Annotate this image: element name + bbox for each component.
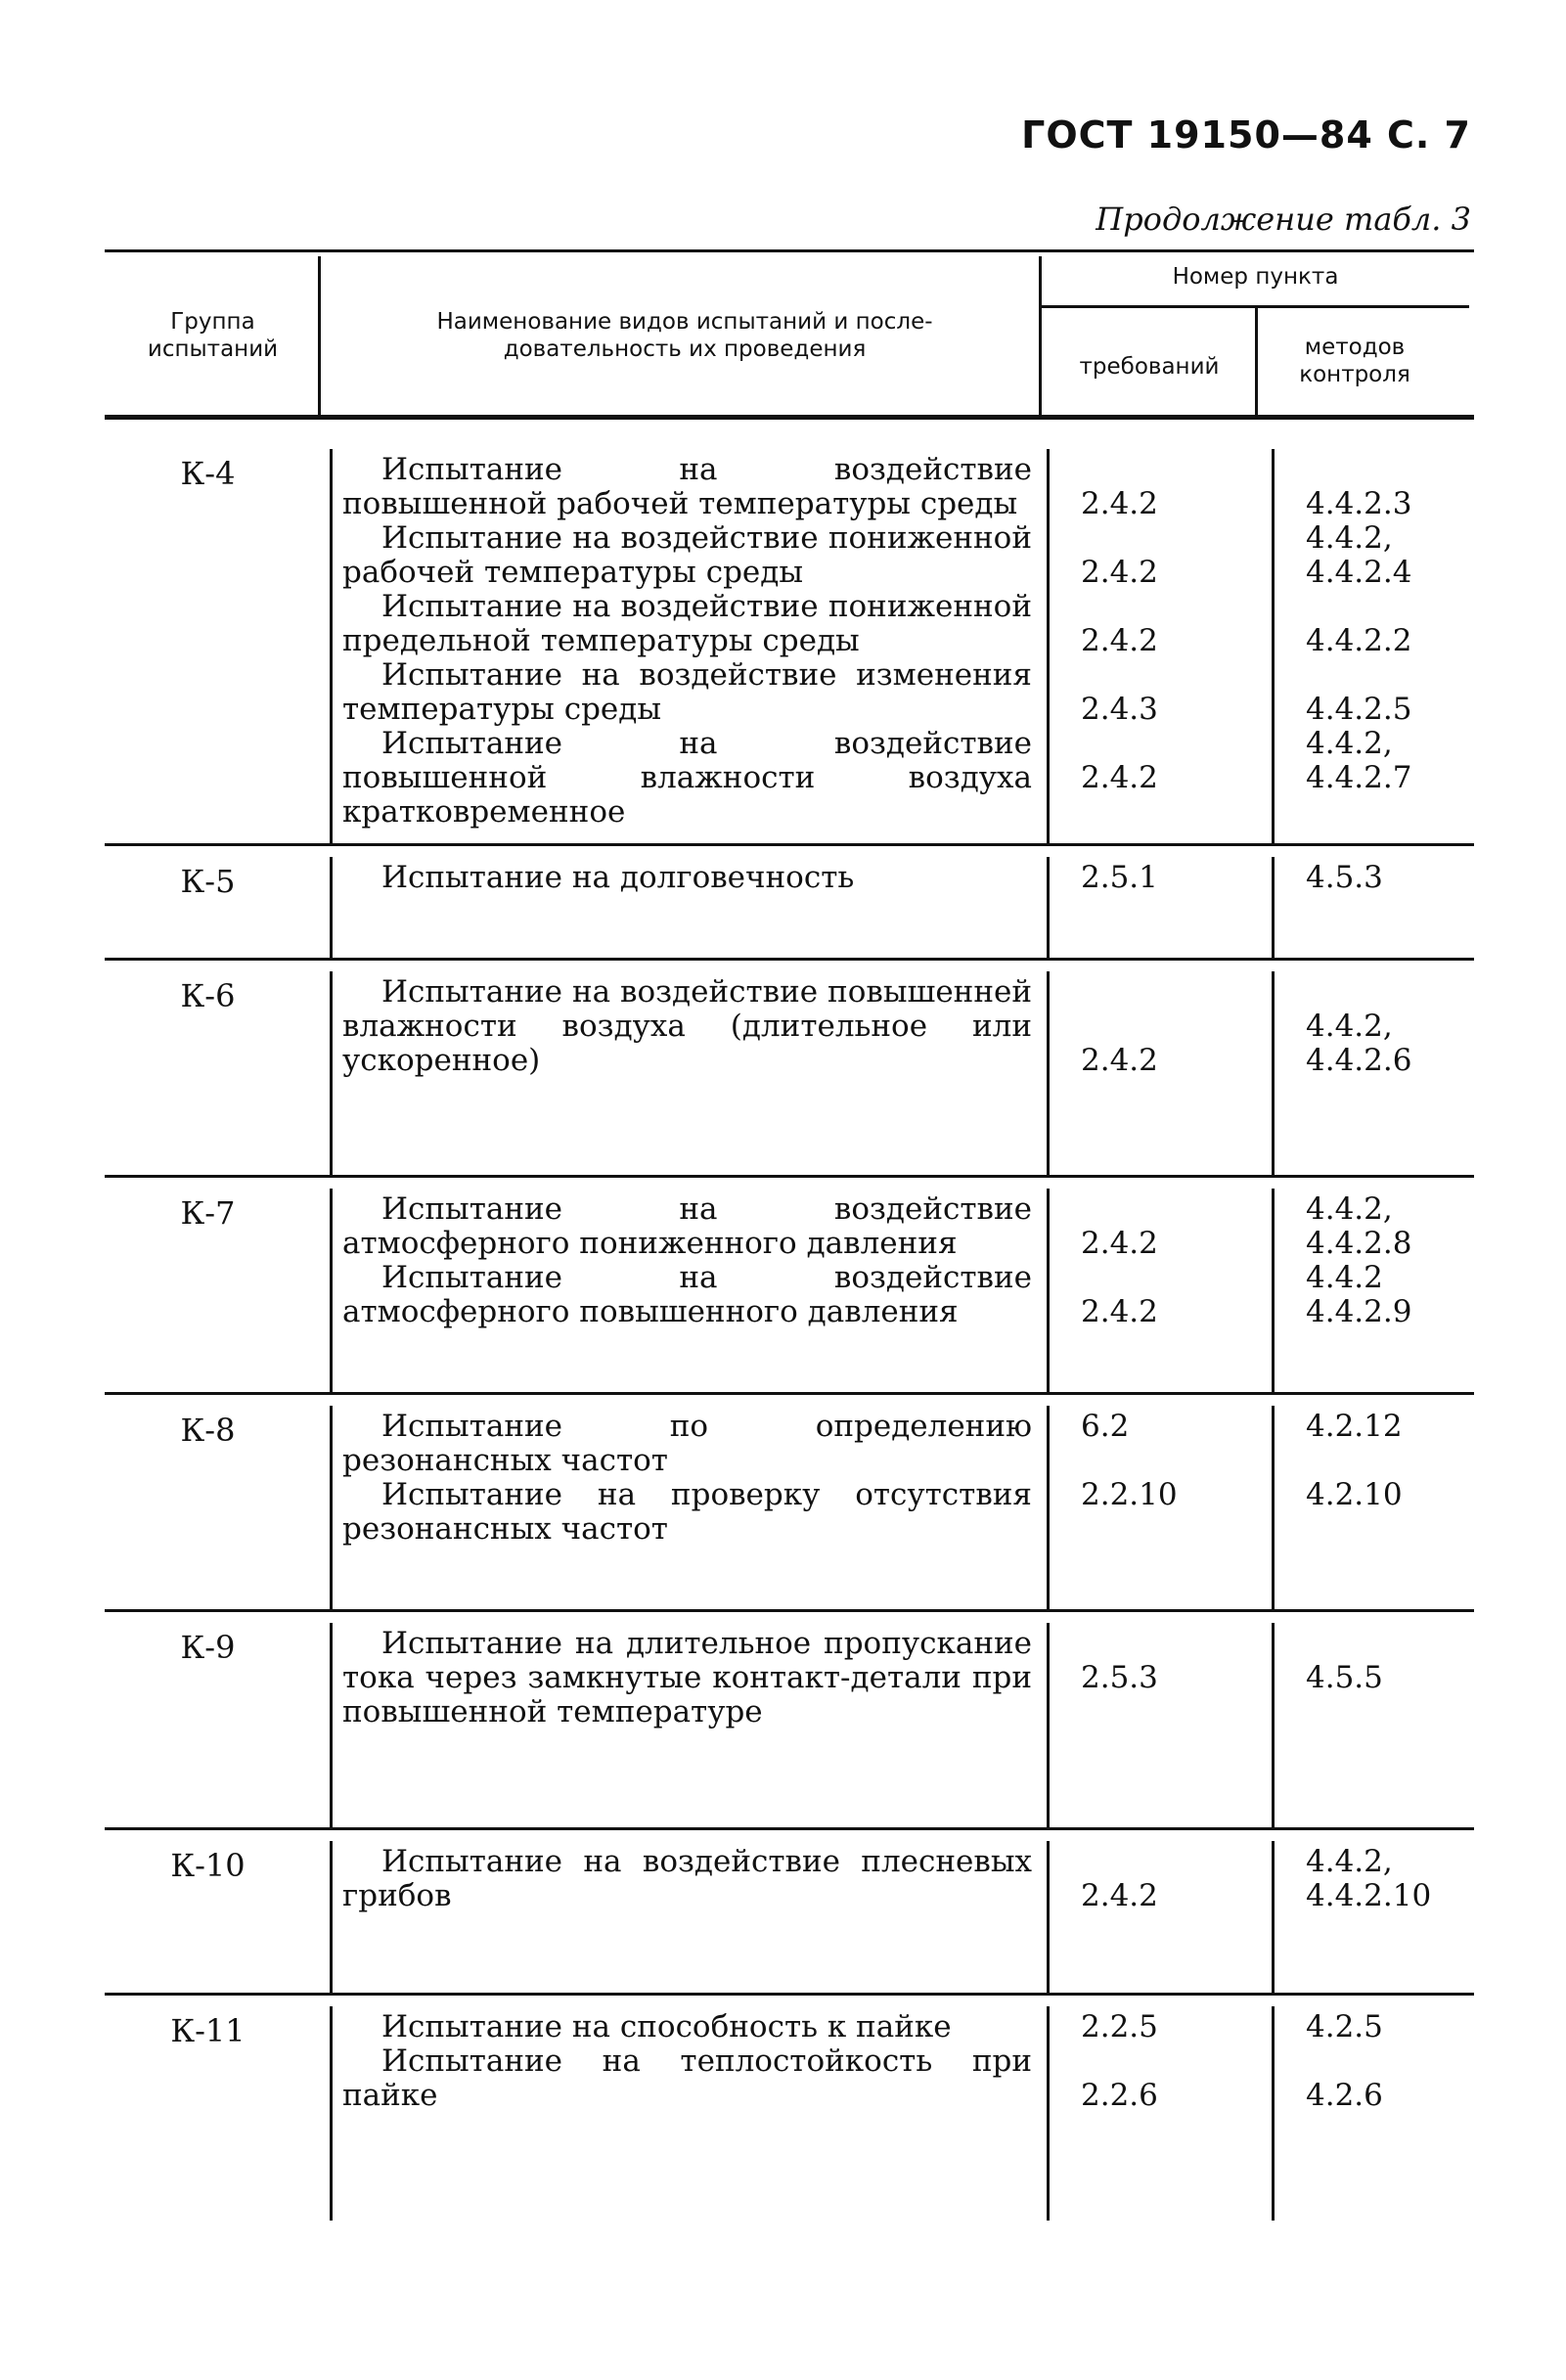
test-description: Испытание на воздействие плесневых грибов (342, 1844, 1032, 1913)
row-vline-2 (1047, 857, 1050, 961)
page-header: ГОСТ 19150—84 С. 7 (1021, 113, 1471, 157)
control-method-clause: 4.4.2.4 (1306, 555, 1412, 590)
header-requirements: требований (1079, 354, 1220, 380)
row-separator (105, 843, 1474, 846)
control-method-clause: 4.4.2.3 (1306, 486, 1412, 521)
header-methods: методов контроля (1299, 335, 1410, 387)
requirement-clause: 2.4.2 (1081, 760, 1158, 795)
control-method-clause: 4.2.5 (1306, 2009, 1383, 2044)
test-description: Испытание на долговечность (381, 860, 855, 895)
test-description: Испытание на длительное пропускание тока через замкнутые контакт-детали при повышенной температуре (342, 1626, 1032, 1729)
control-method-clause: 4.4.2, (1306, 1844, 1393, 1879)
requirement-clause: 2.4.2 (1081, 1294, 1158, 1329)
control-method-clause: 4.4.2.6 (1306, 1043, 1412, 1078)
control-method-clause: 4.4.2.10 (1306, 1878, 1432, 1913)
control-method-clause: 4.2.12 (1306, 1409, 1403, 1444)
row-vline-1 (330, 1406, 333, 1612)
test-group-label: К-6 (180, 977, 236, 1014)
row-vline-1 (330, 1841, 333, 1996)
row-separator (105, 1827, 1474, 1830)
requirement-clause: 2.4.3 (1081, 692, 1158, 727)
row-vline-3 (1272, 971, 1275, 1178)
test-group-label: К-9 (180, 1629, 236, 1666)
control-method-clause: 4.2.6 (1306, 2078, 1383, 2113)
requirement-clause: 2.4.2 (1081, 1226, 1158, 1261)
row-separator (105, 958, 1474, 961)
control-method-clause: 4.5.3 (1306, 860, 1383, 895)
row-vline-2 (1047, 1406, 1050, 1612)
requirement-clause: 2.2.5 (1081, 2009, 1158, 2044)
row-vline-1 (330, 449, 333, 844)
control-method-clause: 4.2.10 (1306, 1477, 1403, 1512)
test-description: Испытание на воздействие повышенней влажности воздуха (длительное или ускоренное) (342, 974, 1032, 1078)
header-point-number: Номер пункта (1172, 264, 1339, 290)
row-vline-2 (1047, 1841, 1050, 1996)
row-vline-1 (330, 1623, 333, 1830)
test-group-label: К-11 (170, 2012, 246, 2049)
row-separator (105, 1993, 1474, 1996)
header-name: Наименование видов испытаний и после-довательность их проведения (436, 309, 933, 362)
test-group-label: К-5 (180, 863, 236, 900)
control-method-clause: 4.4.2.7 (1306, 760, 1412, 795)
row-separator (105, 1392, 1474, 1395)
row-vline-1 (330, 971, 333, 1178)
control-method-clause: 4.4.2, (1306, 1009, 1393, 1044)
row-vline-1 (330, 857, 333, 961)
test-description: Испытание на способность к пайке (381, 2009, 952, 2044)
test-description: Испытание на воздействие изменения температуры среды (342, 657, 1032, 727)
row-vline-2 (1047, 1623, 1050, 1830)
row-separator (105, 1609, 1474, 1612)
header-group: Группа испытаний (147, 309, 279, 362)
control-method-clause: 4.5.5 (1306, 1660, 1383, 1695)
test-description: Испытание на воздействие повышенной рабочей температуры среды (342, 452, 1032, 521)
test-group-label: К-10 (170, 1847, 246, 1884)
row-vline-3 (1272, 2006, 1275, 2221)
control-method-clause: 4.4.2, (1306, 726, 1393, 761)
header-vline-1 (318, 256, 321, 415)
header-vline-3 (1255, 308, 1258, 415)
control-method-clause: 4.4.2 (1306, 1260, 1383, 1295)
row-vline-2 (1047, 971, 1050, 1178)
row-vline-3 (1272, 857, 1275, 961)
row-vline-3 (1272, 1406, 1275, 1612)
row-vline-2 (1047, 2006, 1050, 2221)
requirement-clause: 2.2.10 (1081, 1477, 1178, 1512)
test-description: Испытание на воздействие повышенной влажности воздуха кратковременное (342, 726, 1032, 830)
test-description: Испытание на проверку отсутствия резонансных частот (342, 1477, 1032, 1547)
requirement-clause: 2.4.2 (1081, 1878, 1158, 1913)
test-description: Испытание на воздействие атмосферного повышенного давления (342, 1260, 1032, 1329)
row-vline-3 (1272, 1623, 1275, 1830)
test-group-label: К-8 (180, 1412, 236, 1449)
table-continuation-label: Продолжение табл. 3 (1096, 201, 1471, 238)
table-top-rule (105, 249, 1474, 252)
test-description: Испытание по определению резонансных частот (342, 1409, 1032, 1478)
row-vline-2 (1047, 1189, 1050, 1395)
row-vline-2 (1047, 449, 1050, 844)
test-group-label: К-4 (180, 455, 236, 492)
test-description: Испытание на воздействие пониженной предельной температуры среды (342, 589, 1032, 658)
header-bottom-rule (105, 415, 1474, 420)
requirement-clause: 2.5.3 (1081, 1660, 1158, 1695)
requirement-clause: 2.5.1 (1081, 860, 1158, 895)
control-method-clause: 4.4.2.5 (1306, 692, 1412, 727)
test-description: Испытание на воздействие атмосферного пониженного давления (342, 1191, 1032, 1261)
row-vline-1 (330, 2006, 333, 2221)
requirement-clause: 2.4.2 (1081, 1043, 1158, 1078)
requirement-clause: 2.2.6 (1081, 2078, 1158, 2113)
row-vline-3 (1272, 1841, 1275, 1996)
control-method-clause: 4.4.2, (1306, 520, 1393, 556)
row-vline-3 (1272, 449, 1275, 844)
control-method-clause: 4.4.2, (1306, 1191, 1393, 1227)
row-separator (105, 1175, 1474, 1178)
requirement-clause: 2.4.2 (1081, 486, 1158, 521)
test-description: Испытание на теплостойкость при пайке (342, 2043, 1032, 2113)
control-method-clause: 4.4.2.2 (1306, 623, 1412, 658)
test-group-label: К-7 (180, 1194, 236, 1232)
control-method-clause: 4.4.2.9 (1306, 1294, 1412, 1329)
test-description: Испытание на воздействие пониженной рабочей температуры среды (342, 520, 1032, 590)
requirement-clause: 2.4.2 (1081, 555, 1158, 590)
row-vline-1 (330, 1189, 333, 1395)
requirement-clause: 6.2 (1081, 1409, 1130, 1444)
row-vline-3 (1272, 1189, 1275, 1395)
control-method-clause: 4.4.2.8 (1306, 1226, 1412, 1261)
requirement-clause: 2.4.2 (1081, 623, 1158, 658)
